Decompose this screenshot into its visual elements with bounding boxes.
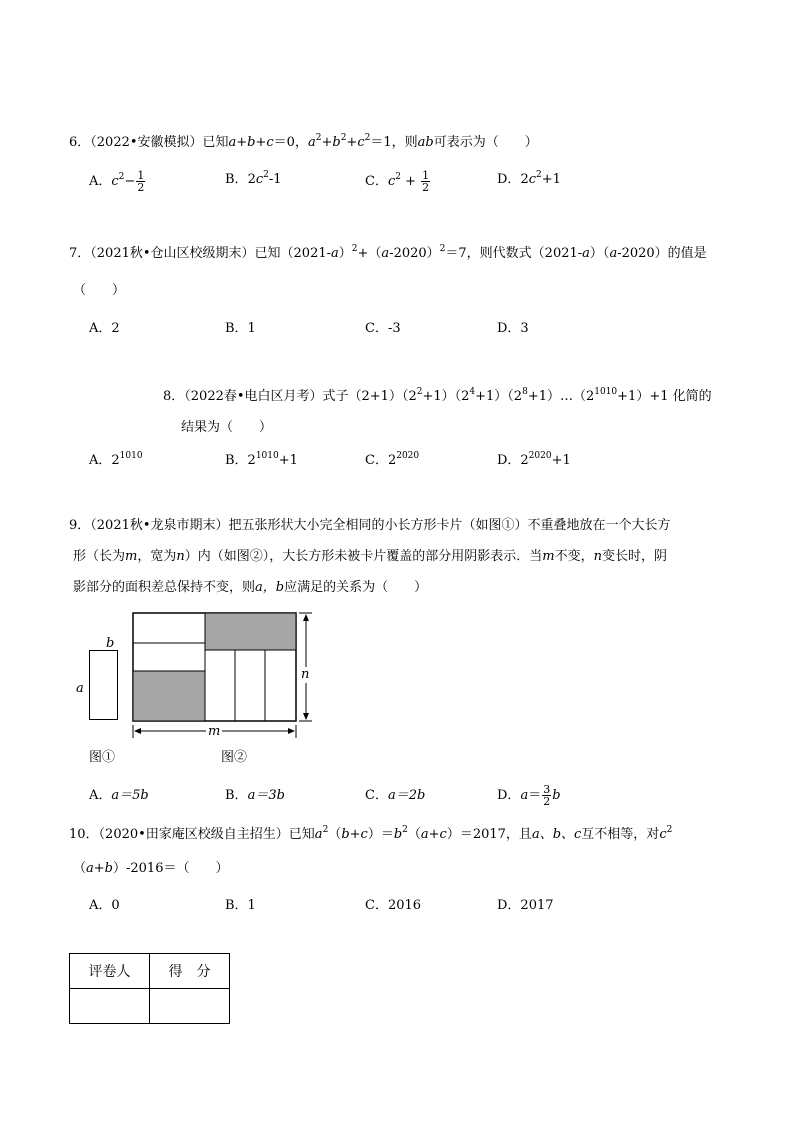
question-8-option-d[interactable]: D．$2^{2020}+1$ — [497, 451, 571, 468]
figure-1-caption: 图① — [89, 750, 116, 765]
score-table-header-reviewer: 评卷人 — [70, 954, 150, 989]
question-7-stem-line1: 7．（2021秋•仓山区校级期末）已知$(2021-a)^2+(a-2020)^2=7$，则代数式（2021-a）（a-2020）的值是 — [69, 244, 707, 261]
question-7-option-a[interactable]: A．2 — [89, 321, 120, 336]
figure-1-label-a: a — [76, 681, 84, 696]
question-8-stem-line2: 结果为（ ） — [181, 420, 273, 435]
question-10-option-d[interactable]: D．2017 — [497, 898, 554, 913]
question-8-option-b[interactable]: B．$2^{1010}+1$ — [225, 451, 298, 468]
question-9-option-c[interactable]: C．a＝2b — [365, 788, 426, 803]
question-6-option-b[interactable]: B．$2c^2-1$ — [225, 170, 282, 187]
question-7-stem-line2: （ ） — [73, 283, 126, 298]
question-8-option-c[interactable]: C．$2^{2020}$ — [365, 451, 420, 468]
question-9-option-d[interactable]: D．a＝ $\frac{3}{2}$ b — [497, 783, 561, 808]
fraction-one-half: $\frac{1}{2}$ — [137, 169, 145, 194]
figure-2-label-m: m — [208, 724, 221, 739]
question-6-option-a[interactable]: A．$c^2-$ $\frac{1}{2}$ — [89, 169, 145, 194]
score-table — [69, 953, 230, 1024]
question-9-option-a[interactable]: A．a＝5b — [89, 788, 149, 803]
question-10-option-b[interactable]: B．1 — [225, 898, 256, 913]
fraction-one-half: $\frac{1}{2}$ — [422, 169, 430, 194]
question-6-stem: 6．（2022•安徽模拟）已知a+b+c＝0，$a^2+b^2+c^2=1$，则ab可表示为（ ） — [69, 133, 538, 150]
question-7-option-b[interactable]: B．1 — [225, 321, 256, 336]
question-8-stem-line1: 8．（2022春•电白区月考）式子$(2+1)(2^2+1)(2^4+1)(2^8+1)\dots(2^{1010}+1)+1$ 化简的 — [163, 387, 712, 404]
question-10-option-c[interactable]: C．2016 — [365, 898, 422, 913]
question-6-option-c[interactable]: C．$c^2$ + $\frac{1}{2}$ — [365, 169, 430, 194]
figure-2-shaded-top-right — [205, 613, 296, 650]
figure-2-label-n: n — [301, 667, 310, 682]
question-7-option-c[interactable]: C．-3 — [365, 321, 401, 336]
score-table-reviewer-cell[interactable] — [70, 989, 150, 1024]
score-table-score-cell[interactable] — [150, 989, 230, 1024]
figure-1-label-b: b — [106, 636, 115, 651]
question-10-stem-line1: 10．（2020•田家庵区校级自主招生）已知$a^2(b+c)=b^2(a+c)=2017$，且a、b、c互不相等，对$c^2$ — [69, 825, 673, 842]
figure-2-diagram — [128, 610, 318, 742]
question-10-stem-line2: （a+b）-2016＝（ ） — [73, 861, 229, 876]
question-9-stem-line3: 影部分的面积差总保持不变，则a，b应满足的关系为（ ） — [73, 580, 428, 595]
question-6-option-d[interactable]: D．$2c^2+1$ — [497, 170, 561, 187]
figure-1-card — [89, 650, 118, 720]
question-9-stem-line1: 9．（2021秋•龙泉市期末）把五张形状大小完全相同的小长方形卡片（如图①）不重叠地放在一个大长方 — [69, 518, 671, 533]
score-table-header-score: 得 分 — [150, 954, 230, 989]
question-10-option-a[interactable]: A．0 — [89, 898, 120, 913]
question-9-option-b[interactable]: B．a＝3b — [225, 788, 285, 803]
question-7-option-d[interactable]: D．3 — [497, 321, 529, 336]
fraction-three-halves: $\frac{3}{2}$ — [543, 783, 551, 808]
question-9-stem-line2: 形（长为m，宽为n）内（如图②），大长方形未被卡片覆盖的部分用阴影表示．当m不变，n变长时，阴 — [73, 549, 667, 564]
question-8-option-a[interactable]: A．$2^{1010}$ — [89, 451, 143, 468]
figure-2-shaded-bottom-left — [133, 671, 205, 721]
figure-2-caption: 图② — [221, 750, 248, 765]
